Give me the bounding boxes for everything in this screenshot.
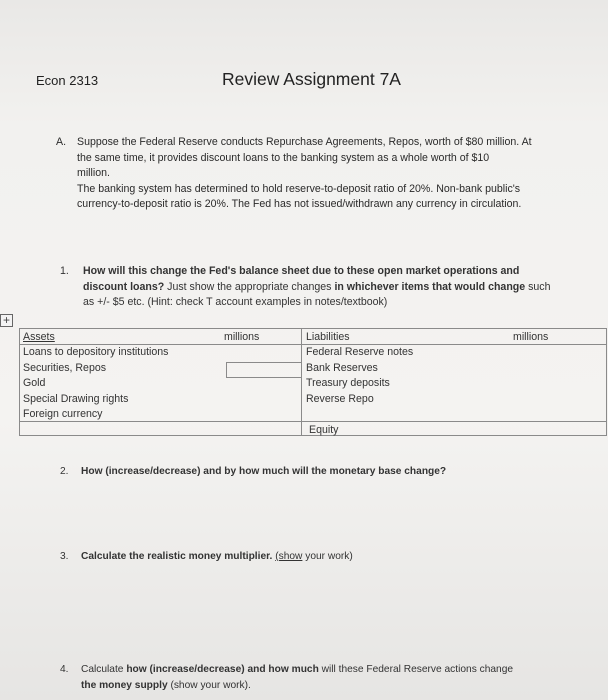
question-4-number: 4. xyxy=(60,664,69,675)
assignment-title: Review Assignment 7A xyxy=(222,69,401,89)
q1-part-b: Just show the appropriate changes xyxy=(164,280,335,293)
section-a xyxy=(56,135,576,213)
q4-part-e: (show your work). xyxy=(167,680,251,691)
question-1-line-2 xyxy=(83,280,576,296)
question-3-rest: your work) xyxy=(302,551,353,562)
question-1-number: 1. xyxy=(60,265,69,277)
question-1-line-3: as +/- $5 etc. (Hint: check T account examples in notes/textbook) xyxy=(83,296,388,309)
q1-part-a: discount loans? xyxy=(83,280,165,293)
asset-row: Gold xyxy=(23,377,46,389)
liability-row: Reverse Repo xyxy=(306,393,374,405)
liabilities-header: Liabilities xyxy=(306,331,350,343)
table-move-handle-icon[interactable]: + xyxy=(0,314,13,327)
liabilities-units: millions xyxy=(513,331,549,343)
q1-part-c: in whichever items that would change xyxy=(334,280,526,293)
question-3-show: (show xyxy=(275,551,303,562)
section-a-line-1: Suppose the Federal Reserve conducts Repurchase Agreements, Repos, worth of $80 million. At xyxy=(77,136,532,148)
question-3 xyxy=(60,551,353,562)
balance-sheet-table xyxy=(19,328,607,436)
table-header-rule xyxy=(20,344,606,345)
asset-row: Loans to depository institutions xyxy=(23,346,169,358)
q4-part-a: Calculate xyxy=(81,664,127,675)
question-3-number: 3. xyxy=(60,551,69,562)
section-a-line-2: the same time, it provides discount loans to the banking system as a whole worth of $10 xyxy=(77,151,490,164)
q4-part-c: will these Federal Reserve actions change xyxy=(318,664,514,675)
table-equity-rule xyxy=(20,421,606,422)
section-a-line-5: currency-to-deposit ratio is 20%. The Fed has not issued/withdrawn any currency in circulation. xyxy=(77,198,522,211)
equity-row: Equity xyxy=(309,424,339,436)
section-a-label: A. xyxy=(56,136,67,148)
assets-units: millions xyxy=(224,331,260,343)
liability-row: Federal Reserve notes xyxy=(306,346,414,358)
asset-row: Special Drawing rights xyxy=(23,393,129,405)
question-2-text: How (increase/decrease) and by how much will the monetary base change? xyxy=(81,466,447,477)
asset-row: Securities, Repos xyxy=(23,362,107,374)
question-3-text: Calculate the realistic money multiplier. xyxy=(81,551,273,562)
liability-row: Bank Reserves xyxy=(306,362,378,374)
section-a-line-4: The banking system has determined to hold reserve-to-deposit ratio of 20%. Non-bank public's xyxy=(77,182,521,195)
section-a-line-3: million. xyxy=(77,167,110,180)
course-code: Econ 2313 xyxy=(36,73,99,88)
question-1 xyxy=(56,264,576,311)
question-2-number: 2. xyxy=(60,466,69,477)
asset-row: Foreign currency xyxy=(23,408,103,420)
question-1-line-1: How will this change the Fed's balance sheet due to these open market operations and xyxy=(83,265,520,277)
q4-part-d: the money supply xyxy=(81,680,168,691)
q1-part-d: such xyxy=(525,280,551,293)
q4-part-b: how (increase/decrease) and how much xyxy=(126,664,319,675)
repos-amount-cell[interactable] xyxy=(226,362,302,378)
assets-header: Assets xyxy=(23,331,55,343)
question-4 xyxy=(60,662,513,694)
liability-row: Treasury deposits xyxy=(306,377,390,389)
question-2 xyxy=(60,466,446,477)
